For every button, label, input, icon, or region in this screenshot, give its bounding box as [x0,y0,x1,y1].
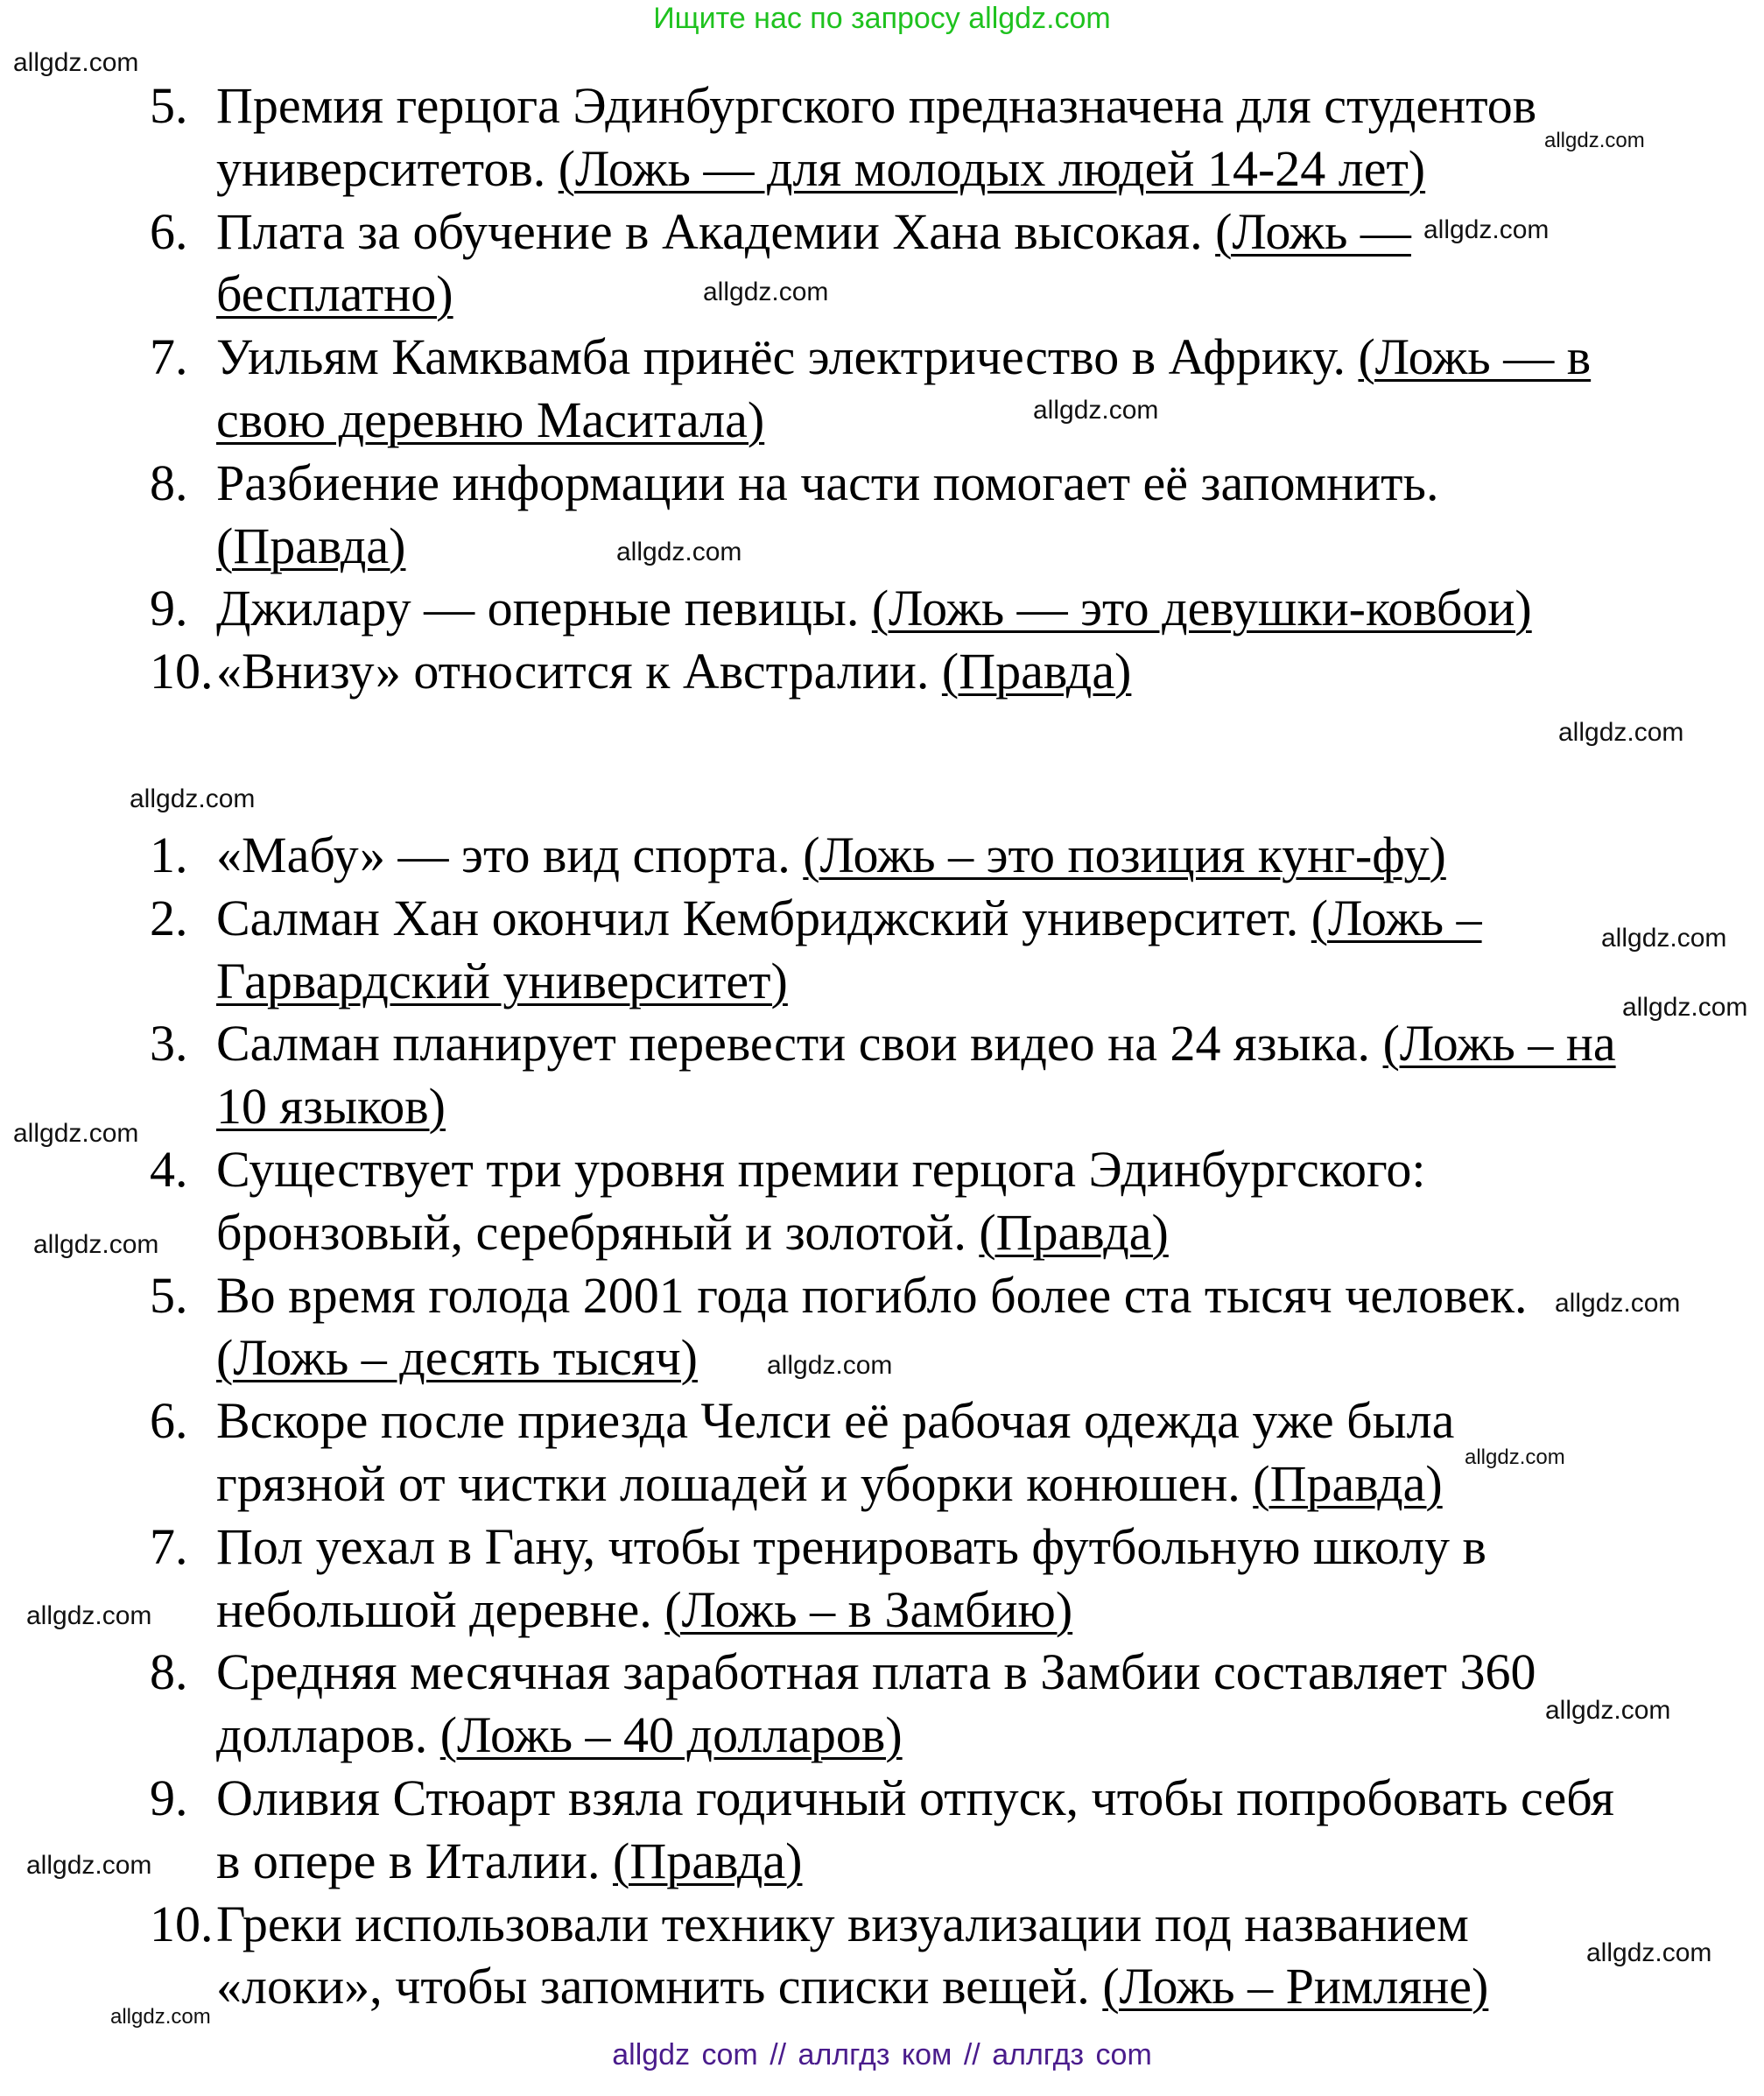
statement-text [216,74,1536,137]
statement: Пол уехал в Гану, чтобы тренировать футбольную школу в [216,1517,1486,1575]
statement-text [216,263,453,326]
site-footer-text: allgdz com // аллгдз ком // аллгдз com [612,2038,1152,2071]
statement-text [216,1138,1425,1201]
answer-text: (Правда) [1253,1454,1443,1512]
statement-text [216,824,1446,887]
statement: Во время голода 2001 года погибло более ста тысяч человек. [216,1266,1528,1324]
item-number: 8. [150,454,188,511]
watermark: allgdz.com [13,47,139,77]
item-number: 3. [150,1015,188,1073]
statement: Греки использовали технику визуализации под названием [216,1895,1469,1952]
statement: Салман Хан окончил Кембриджский университет. [216,889,1311,946]
item-number: 5. [150,77,188,134]
answer-text: (Правда) [613,1832,803,1889]
answer-text: (Ложь – 40 долларов) [439,1706,903,1764]
statement-text [216,1579,1072,1642]
watermark: allgdz.com [13,1118,139,1148]
watermark: allgdz.com [1555,1288,1681,1318]
statement: Премия герцога Эдинбургского предназначена для студентов [216,77,1537,134]
answer-text: (Ложь – это позиция кунг-фу) [803,826,1446,883]
watermark: allgdz.com [1545,1695,1671,1725]
statement-text [216,950,788,1013]
statement: долларов. [216,1706,440,1764]
statement-text [216,1641,1536,1704]
search-hint-text: Ищите нас по запросу allgdz.com [653,2,1111,35]
statement: университетов. [216,139,559,197]
item-number: 10. [150,1895,214,1952]
statement: Салман планирует перевести свои видео на 24 языка. [216,1015,1383,1073]
item-number: 9. [150,1769,188,1826]
answer-text: (Ложь — в [1358,328,1592,386]
answer-text: (Правда) [979,1203,1169,1261]
statement: Оливия Стюарт взяла годичный отпуск, чтобы попробовать себя [216,1769,1614,1826]
statement: Уильям Камквамба принёс электричество в Африку. [216,328,1359,386]
answer-text: (Ложь – десять тысяч) [216,1329,698,1387]
answer-text: Гарвардский университет) [216,952,788,1009]
answer-text: (Правда) [941,643,1132,700]
statement: Разбиение информации на части помогает её запомнить. [216,454,1439,511]
watermark: allgdz.com [1622,992,1748,1022]
watermark: allgdz.com [616,537,742,566]
item-number: 7. [150,1517,188,1575]
item-number: 10. [150,643,214,700]
item-number: 4. [150,1140,188,1198]
watermark: allgdz.com [1033,395,1159,425]
watermark: allgdz.com [130,784,256,813]
statement: Средняя месячная заработная плата в Замбии составляет 360 [216,1643,1536,1701]
statement-text [216,1830,802,1893]
statement-text [216,1012,1616,1075]
answer-text: (Ложь – на [1382,1015,1616,1073]
watermark: allgdz.com [1586,1938,1712,1967]
statement-text [216,137,1425,200]
statement-text [216,1955,1488,2018]
statement-text [216,389,764,452]
watermark: allgdz.com [1558,717,1684,747]
statement: Вскоре после приезда Челси её рабочая одежда уже была [216,1392,1455,1450]
answer-text: свою деревню Маситала) [216,390,765,448]
statement: в опере в Италии. [216,1832,614,1889]
statement: Существует три уровня премии герцога Эдинбургского: [216,1140,1426,1198]
statement-text [216,1452,1443,1516]
item-number: 8. [150,1643,188,1701]
answer-text: бесплатно) [216,265,453,323]
statement: «Мабу» — это вид спорта. [216,826,804,883]
statement-text [216,1704,903,1767]
watermark: allgdz.com [703,277,829,306]
statement: Джилару — оперные певицы. [216,580,872,637]
watermark: allgdz.com [1544,129,1645,152]
statement-text [216,640,1131,703]
statement-text [216,1075,446,1138]
answer-text: (Правда) [216,517,406,574]
statement: «локи», чтобы запомнить списки вещей. [216,1958,1103,2015]
statement-text [216,200,1411,264]
answer-text: (Ложь — это девушки-ковбои) [871,580,1532,637]
item-number: 6. [150,1392,188,1450]
statement-text [216,887,1482,950]
statement: небольшой деревне. [216,1580,665,1638]
statement-text [216,1264,1528,1327]
watermark: allgdz.com [767,1350,893,1380]
answer-text: (Ложь — [1215,202,1411,260]
item-number: 7. [150,328,188,386]
watermark: allgdz.com [1423,215,1550,244]
statement: бронзовый, серебряный и золотой. [216,1203,980,1261]
watermark: allgdz.com [1601,923,1727,953]
statement-text [216,577,1532,640]
statement-text [216,326,1591,389]
site-footer [0,2038,1764,2072]
watermark: allgdz.com [110,2005,211,2029]
item-number: 1. [150,826,188,883]
answer-text: (Ложь – Римляне) [1102,1958,1489,2015]
answer-text: (Ложь – в Замбию) [664,1580,1073,1638]
statement: Плата за обучение в Академии Хана высокая. [216,202,1216,260]
statement-text [216,1326,698,1389]
watermark: allgdz.com [33,1229,159,1259]
item-number: 6. [150,202,188,260]
statement-text [216,515,405,578]
item-number: 5. [150,1266,188,1324]
statement-text [216,1893,1469,1956]
watermark: allgdz.com [26,1850,152,1880]
statement: грязной от чистки лошадей и уборки конюшен. [216,1454,1254,1512]
answer-text: (Ложь – [1311,889,1482,946]
answer-text: 10 языков) [216,1078,446,1136]
item-number: 9. [150,580,188,637]
watermark: allgdz.com [1465,1445,1565,1469]
statement: «Внизу» относится к Австралии. [216,643,942,700]
statement-text [216,452,1438,515]
statement-text [216,1201,1169,1264]
statement-text [216,1516,1486,1579]
item-number: 2. [150,889,188,946]
watermark: allgdz.com [26,1600,152,1630]
statement-text [216,1389,1454,1452]
statement-text [216,1767,1614,1830]
search-hint-header [0,2,1764,36]
answer-text: (Ложь — для молодых людей 14-24 лет) [558,139,1426,197]
